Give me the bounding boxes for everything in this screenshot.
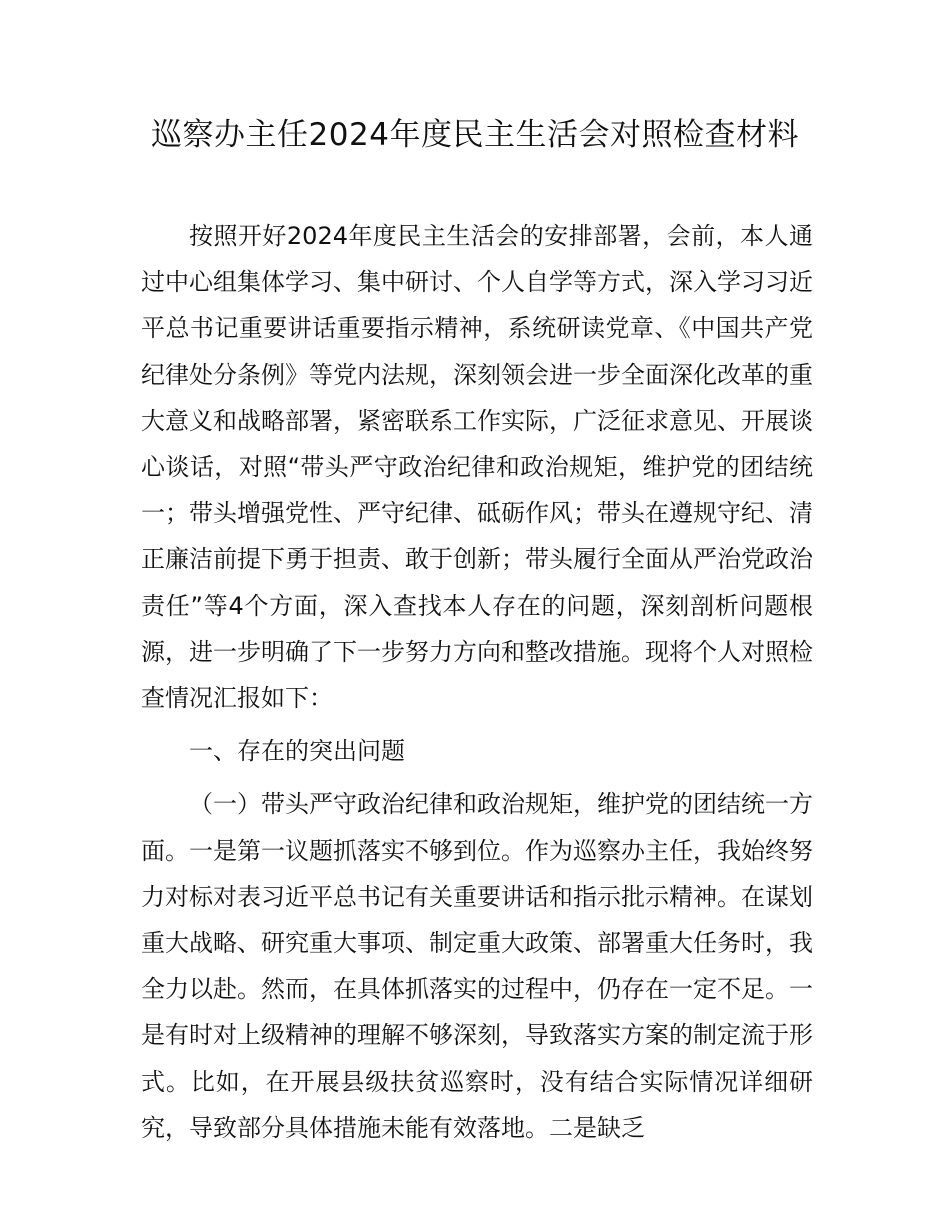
document-title: 巡察办主任2024年度民主生活会对照检查材料 [151,117,799,153]
section-heading: 一、存在的突出问题 [189,737,405,766]
section-paragraph: （一）带头严守政治纪律和政治规矩，维护党的团结统一方面。一是第一议题抓落实不够到位。作为巡察办主任，我始终努力对标对表习近平总书记有关重要讲话和指示批示精神。在谋划重大战略、研究重大事项、制定重大政策、部署重大任务时，我全力以赴。然而，在具体抓落实的过程中，仍存在一定不足。一是有时对上级精神的理解不够深刻，导致落实方案的制定流于形式。比如，在开展县级扶贫巡察时，没有结合实际情况详细研究，导致部分具体措施未能有效落地。二是缺乏 [141,790,813,1142]
intro-paragraph: 按照开好2024年度民主生活会的安排部署，会前，本人通过中心组集体学习、集中研讨、个人自学等方式，深入学习习近平总书记重要讲话重要指示精神，系统研读党章、《中国共产党纪律处分条例》等党内法规，深刻领会进一步全面深化改革的重大意义和战略部署，紧密联系工作实际，广泛征求意见、开展谈心谈话，对照“带头严守政治纪律和政治规矩，维护党的团结统一；带头增强党性、严守纪律、砥砺作风；带头在遵规守纪、清正廉洁前提下勇于担责、敢于创新；带头履行全面从严治党政治责任”等4个方面，深入查找本人存在的问题，深刻剖析问题根源，进一步明确了下一步努力方向和整改措施。现将个人对照检查情况汇报如下： [141,222,813,713]
document-body [141,213,813,1151]
